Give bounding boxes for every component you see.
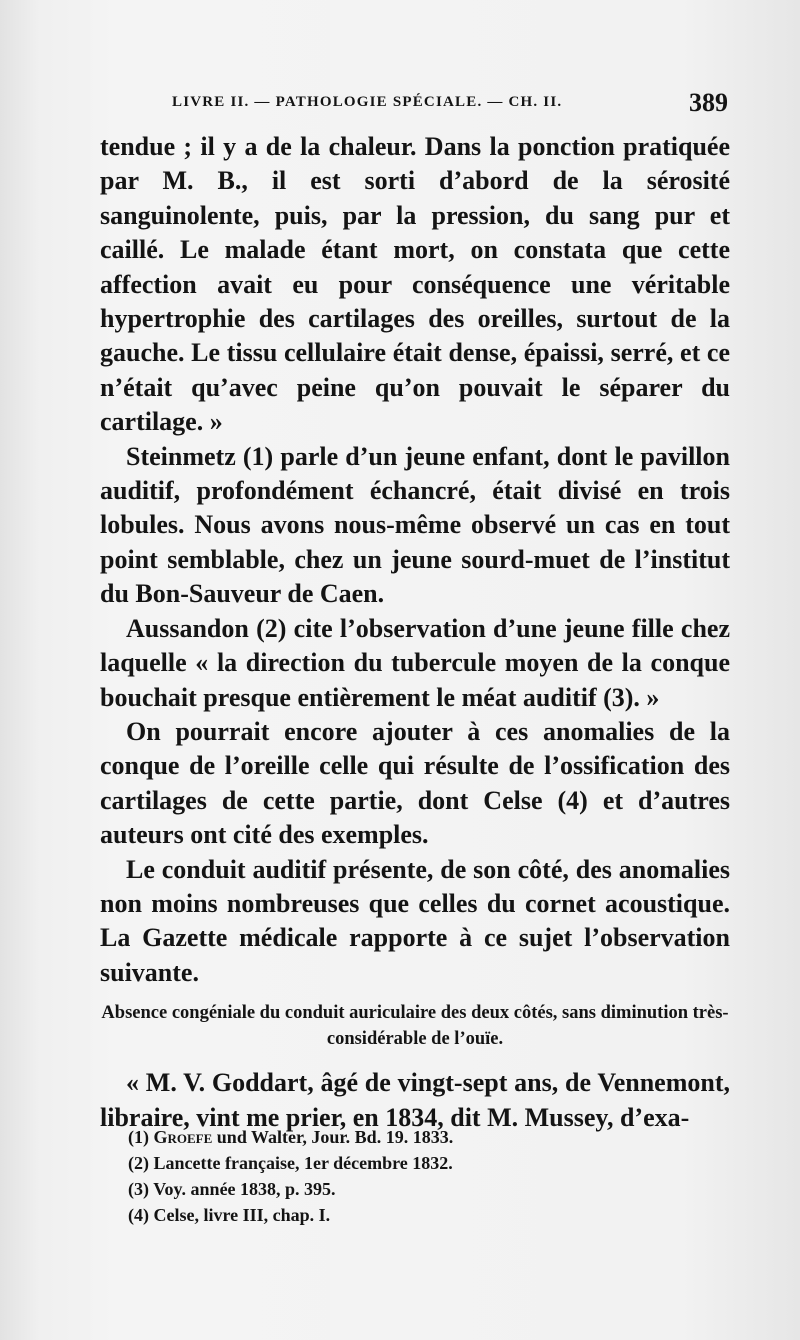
footnote-number: (4) [128, 1205, 149, 1225]
footnote-number: (3) [128, 1179, 149, 1199]
footnote-1 [128, 1124, 728, 1150]
paragraph-ossification: On pourrait encore ajouter à ces anomalies de la conque de l’oreille celle qui résulte de l’ossification des cartilages de cette partie, dont Celse (4) et d’autres auteurs ont cité des exemples. [100, 716, 730, 850]
footnote-number: (2) [128, 1153, 149, 1173]
footnote-text: und Walter, Jour. Bd. 19. 1833. [212, 1127, 454, 1147]
paragraph-steinmetz: Steinmetz (1) parle d’un jeune enfant, dont le pavillon auditif, profondément échancré, était divisé en trois lobules. Nous avons nous-même observé un cas en tout point semblable, chez un jeune sourd-muet de l’institut du Bon-Sauveur de Caen. [100, 441, 730, 609]
body-text [100, 130, 730, 1135]
section-caption: Absence congéniale du conduit auriculaire des deux côtés, sans diminution très-considérable de l’ouïe. [101, 1003, 729, 1050]
paragraph-continuation: tendue ; il y a de la chaleur. Dans la ponction pratiquée par M. B., il est sorti d’abord de la sérosité sanguinolente, puis, par la pression, du sang pur et caillé. Le malade étant mort, on constata que cette affection avait eu pour conséquence une véritable hypertrophie des cartilages des oreilles, surtout de la gauche. Le tissu cellulaire était dense, épaissi, serré, et ce n’était qu’avec peine qu’on pouvait le séparer du cartilage. » [100, 132, 730, 437]
page-header [172, 88, 732, 124]
footnote-4 [128, 1202, 728, 1228]
paragraph-conduit-auditif: Le conduit auditif présente, de son côté, des anomalies non moins nombreuses que celles du cornet acoustique. La Gazette médicale rapporte à ce sujet l’observation suivante. [100, 854, 730, 987]
footnote-text: Lancette française, 1er décembre 1832. [153, 1153, 453, 1173]
paragraph-goddart: « M. V. Goddart, âgé de vingt-sept ans, de Vennemont, libraire, vint me prier, en 1834, dit M. Mussey, d’exa- [100, 1068, 730, 1132]
running-head: LIVRE II. — PATHOLOGIE SPÉCIALE. — CH. II. [172, 94, 563, 110]
footnote-3 [128, 1176, 728, 1202]
footnote-2 [128, 1150, 728, 1176]
footnote-number: (1) [128, 1127, 149, 1147]
paragraph-aussandon: Aussandon (2) cite l’observation d’une jeune fille chez laquelle « la direction du tubercule moyen de la conque bouchait presque entièrement le méat auditif (3). » [100, 613, 730, 712]
footnote-text: Voy. année 1838, p. 395. [153, 1179, 336, 1199]
footnote-author: Groefe [153, 1127, 213, 1147]
page-number: 389 [689, 88, 728, 117]
footnote-text: Celse, livre III, chap. I. [153, 1205, 331, 1225]
footnotes [128, 1124, 728, 1228]
